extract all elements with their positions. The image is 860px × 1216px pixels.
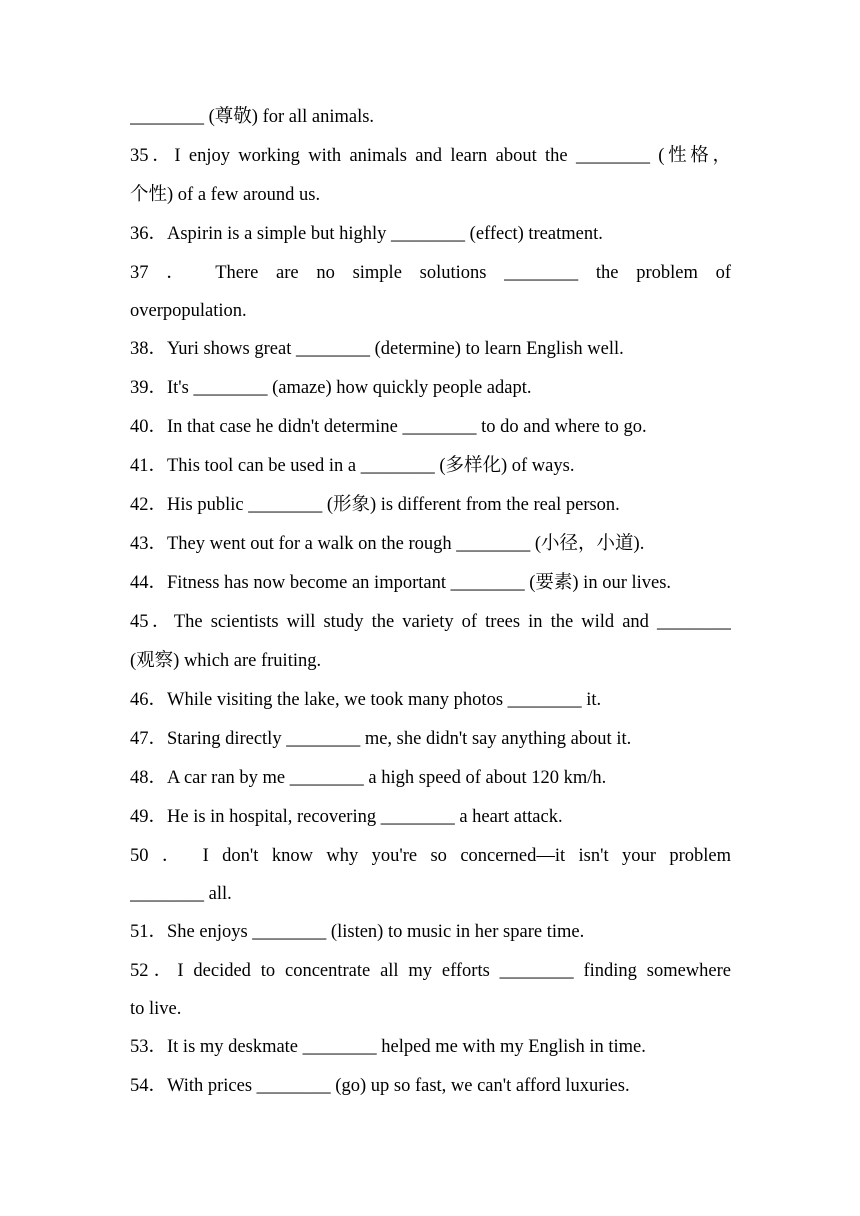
question-50: 50 ． I don't know why you're so concerned—it isn't your problem <box>130 846 731 866</box>
text-line: ________ all. <box>130 884 232 904</box>
question-35: 35．I enjoy working with animals and learn about the ________ (性格， <box>130 146 731 166</box>
question-39: 39．It's ________ (amaze) how quickly people adapt. <box>130 378 532 398</box>
text-line: (观察) which are fruiting. <box>130 651 322 671</box>
text-line: overpopulation. <box>130 301 247 321</box>
question-52: 52．I decided to concentrate all my efforts ________ finding somewhere <box>130 961 731 981</box>
question-44: 44．Fitness has now become an important ________ (要素) in our lives. <box>130 573 672 593</box>
worksheet-page <box>130 98 731 1106</box>
question-38: 38．Yuri shows great ________ (determine) to learn English well. <box>130 339 624 359</box>
question-40: 40．In that case he didn't determine ________ to do and where to go. <box>130 417 647 437</box>
question-36: 36．Aspirin is a simple but highly ________ (effect) treatment. <box>130 224 603 244</box>
question-54: 54．With prices ________ (go) up so fast, we can't afford luxuries. <box>130 1076 630 1096</box>
text-line: 个性) of a few around us. <box>130 185 321 205</box>
question-37: 37 ． There are no simple solutions ________ the problem of <box>130 263 731 283</box>
question-45: 45．The scientists will study the variety of trees in the wild and ________ <box>130 612 731 632</box>
question-51: 51．She enjoys ________ (listen) to music in her spare time. <box>130 922 585 942</box>
question-47: 47．Staring directly ________ me, she didn't say anything about it. <box>130 729 632 749</box>
text-line: ________ (尊敬) for all animals. <box>130 107 375 127</box>
question-43: 43．They went out for a walk on the rough ________ (小径，小道). <box>130 534 645 554</box>
question-48: 48．A car ran by me ________ a high speed of about 120 km/h. <box>130 768 607 788</box>
question-53: 53．It is my deskmate ________ helped me with my English in time. <box>130 1037 646 1057</box>
question-49: 49．He is in hospital, recovering ________ a heart attack. <box>130 807 563 827</box>
question-42: 42．His public ________ (形象) is different from the real person. <box>130 495 620 515</box>
question-41: 41．This tool can be used in a ________ (多样化) of ways. <box>130 456 575 476</box>
text-line: to live. <box>130 999 182 1019</box>
question-46: 46．While visiting the lake, we took many photos ________ it. <box>130 690 602 710</box>
